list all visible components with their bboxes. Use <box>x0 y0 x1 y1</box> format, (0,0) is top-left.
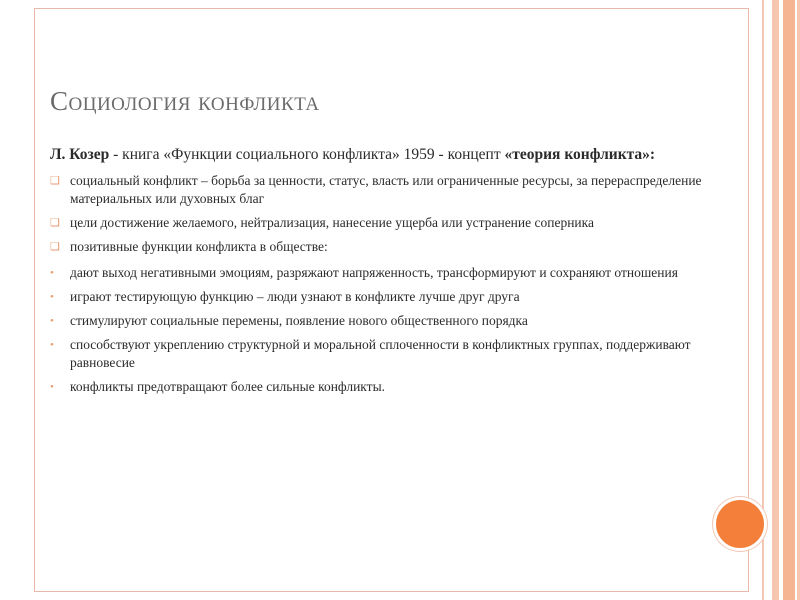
dot-bullet-icon: • <box>50 339 54 351</box>
list-item <box>50 336 710 372</box>
checkbox-bullet-icon: ❑ <box>50 241 60 253</box>
list-item <box>50 238 710 256</box>
slide-title: Социология конфликта <box>50 86 320 116</box>
checkbox-bullet-icon: ❑ <box>50 175 60 187</box>
list-item-text: конфликты предотвращают более сильные конфликты. <box>70 379 386 394</box>
decor-stripe <box>772 0 779 600</box>
list-item-text: стимулируют социальные перемены, появление нового общественного порядка <box>70 313 528 328</box>
decor-circle <box>713 497 767 551</box>
list-item <box>50 264 710 282</box>
list-item-text: способствуют укреплению структурной и моральной сплоченности в конфликтных группах, поддерживают равновесие <box>70 337 691 370</box>
list-item <box>50 378 710 396</box>
list-item-text: дают выход негативными эмоциям, разряжают напряженность, трансформируют и сохраняют отношения <box>70 265 678 280</box>
checkbox-bullet-icon: ❑ <box>50 217 60 229</box>
book-reference: книга «Функции социального конфликта» 1959 - концепт <box>122 146 501 163</box>
author-name: Л. Козер <box>50 146 110 163</box>
list-item <box>50 172 710 208</box>
dot-bullet-icon: • <box>50 267 54 279</box>
dot-bullet-icon: • <box>50 381 54 393</box>
dot-bullet-icon: • <box>50 291 54 303</box>
decor-stripe <box>783 0 795 600</box>
list-item <box>50 288 710 306</box>
list-item-text: играют тестирующую функцию – люди узнают в конфликте лучше друг друга <box>70 289 520 304</box>
dot-bullet-icon: • <box>50 315 54 327</box>
list-item-text: цели достижение желаемого, нейтрализация, нанесение ущерба или устранение соперника <box>70 215 595 230</box>
list-item-text: социальный конфликт – борьба за ценности, статус, власть или ограниченные ресурсы, за перераспределение материальных или духовных благ <box>70 173 702 206</box>
list-item <box>50 312 710 330</box>
list-item <box>50 214 710 232</box>
separator: - <box>109 146 123 163</box>
list-item-text: позитивные функции конфликта в обществе: <box>70 239 328 254</box>
lead-paragraph <box>50 142 710 168</box>
concept-name: «теория конфликта»: <box>500 146 656 163</box>
slide-content <box>50 142 710 402</box>
